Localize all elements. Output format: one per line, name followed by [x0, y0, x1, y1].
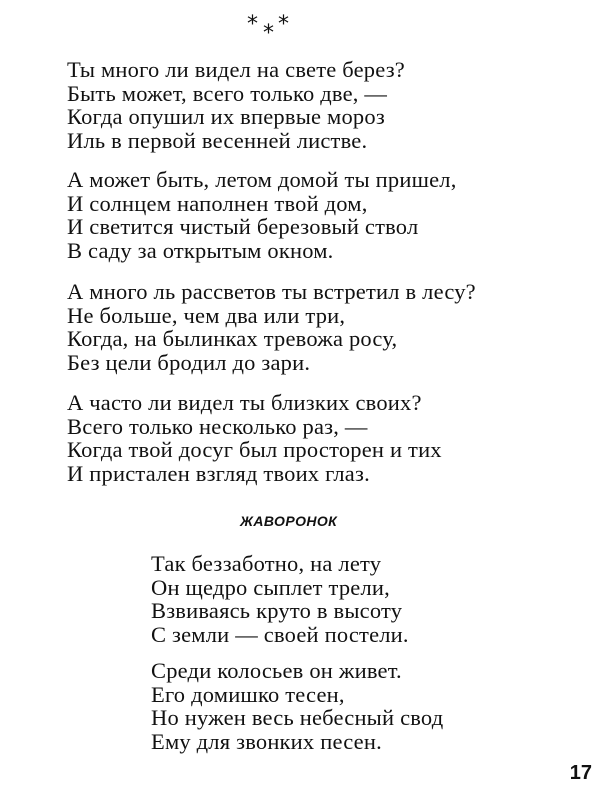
asterism-divider: [245, 8, 305, 46]
poem-line: Быть может, всего только две, —: [67, 80, 388, 106]
poem-line: А много ль рассветов ты встретил в лесу?: [67, 279, 476, 304]
poem-line: Когда, на былинках тревожа росу,: [67, 326, 398, 351]
poem-line: Ему для звонких песен.: [151, 728, 382, 754]
poem-line: С земли — своей постели.: [151, 621, 409, 647]
asterism-star: *: [278, 12, 289, 37]
poem-line: Когда твой досуг был просторен и тих: [67, 437, 442, 462]
poem-line: Не больше, чем два или три,: [67, 302, 346, 328]
page-number: 17: [569, 762, 592, 784]
asterism-star: *: [263, 21, 274, 46]
poem-line: В саду за открытым окном.: [67, 237, 334, 263]
poem1-stanza-3: [67, 280, 476, 374]
poem-line: И пристален взгляд твоих глаз.: [67, 460, 370, 486]
poem-line: И солнцем наполнен твой дом,: [67, 190, 368, 216]
poem-line: Взвиваясь круто в высоту: [151, 598, 403, 623]
poem1-stanza-1: [67, 58, 405, 152]
poem1-stanza-4: [67, 391, 442, 485]
asterism-star: *: [247, 12, 258, 37]
poem-line: Иль в первой весенней листве.: [67, 127, 368, 153]
poem-line: Он щедро сыплет трели,: [151, 574, 390, 600]
poem-line: А часто ли видел ты близких своих?: [67, 390, 422, 415]
poem-title: ЖАВОРОНОК: [240, 513, 338, 529]
poem2-stanza-1: [151, 552, 409, 646]
poem-line: Ты много ли видел на свете берез?: [67, 57, 405, 82]
poem-line: И светится чистый березовый ствол: [67, 214, 419, 239]
poem-line: Его домишко тесен,: [151, 681, 345, 707]
poem-line: Но нужен весь небесный свод: [151, 705, 444, 730]
poem-line: Среди колосьев он живет.: [151, 658, 402, 683]
poem-line: Всего только несколько раз, —: [67, 413, 368, 439]
poem-line: Без цели бродил до зари.: [67, 349, 311, 375]
poem1-stanza-2: [67, 168, 457, 262]
poem-line: Так беззаботно, на лету: [151, 551, 382, 576]
poem-line: А может быть, летом домой ты пришел,: [67, 167, 457, 192]
poem-line: Когда опушил их впервые мороз: [67, 104, 385, 129]
poem2-stanza-2: [151, 659, 443, 753]
